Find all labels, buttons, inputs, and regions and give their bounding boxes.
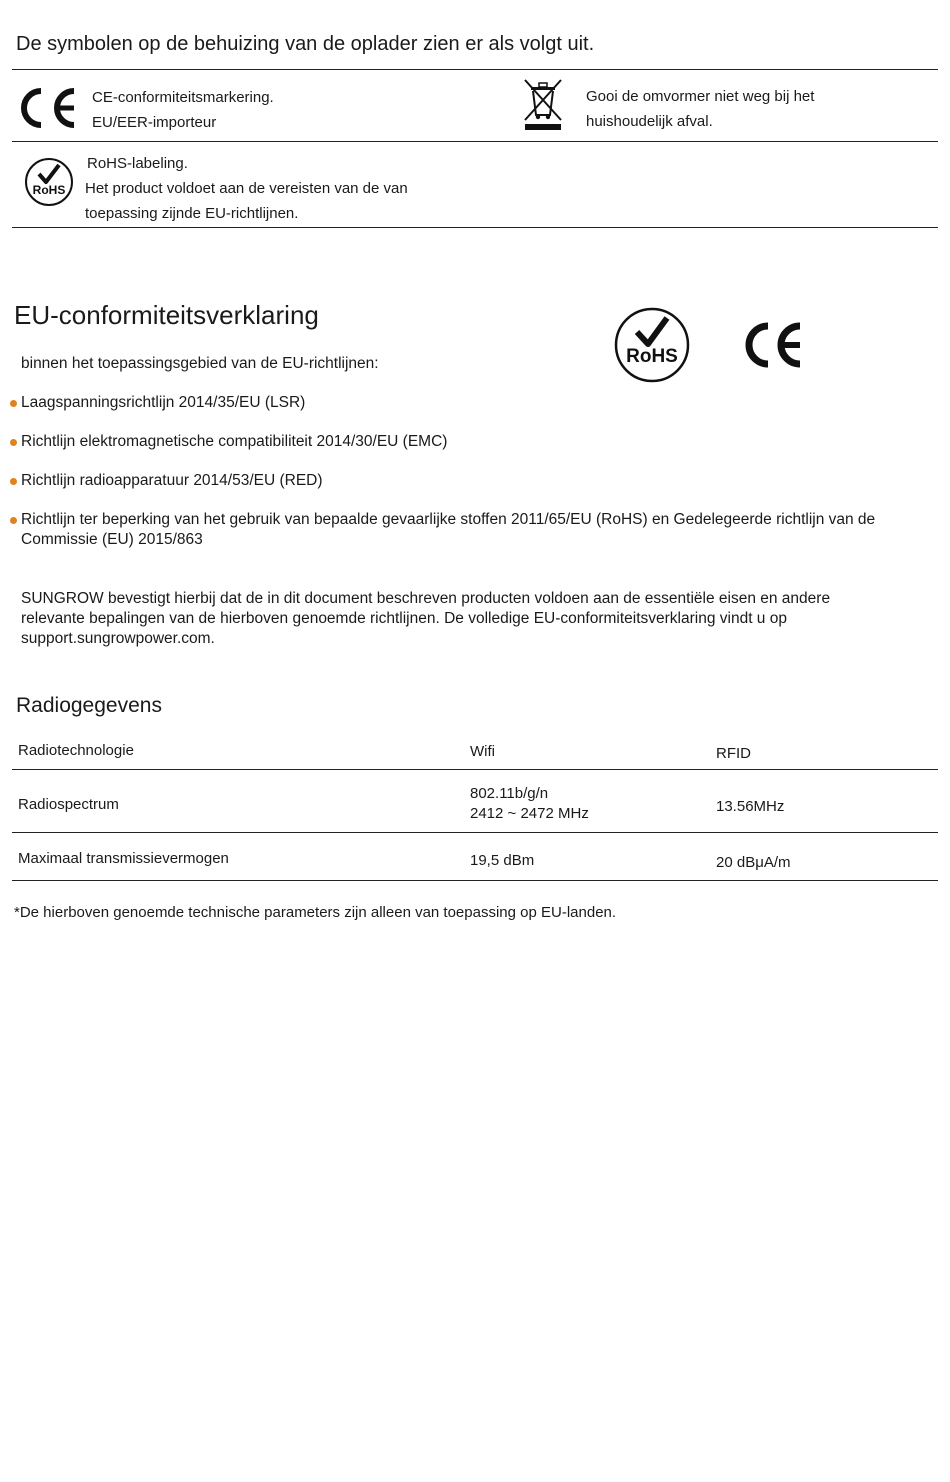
statement-line-3: support.sungrowpower.com. bbox=[21, 630, 215, 647]
table-divider bbox=[12, 769, 938, 770]
row-power-wifi: 19,5 dBm bbox=[470, 852, 535, 869]
bullet bbox=[10, 439, 17, 446]
rohs-icon bbox=[24, 157, 74, 207]
weee-description bbox=[586, 84, 814, 134]
rohs-badge-text: RoHS bbox=[32, 183, 66, 197]
ce-line-2: EU/EER-importeur bbox=[92, 114, 217, 131]
bullet bbox=[10, 517, 17, 524]
footnote: *De hierboven genoemde technische parameters zijn alleen van toepassing op EU-landen. bbox=[14, 904, 617, 921]
statement-line-1: SUNGROW bevestigt hierbij dat de in dit document beschreven producten voldoen aan de essentiële eisen en andere bbox=[21, 590, 831, 607]
ce-line-1: CE-conformiteitsmarkering. bbox=[92, 89, 274, 106]
row-spectrum-label: Radiospectrum bbox=[18, 796, 119, 813]
row-power-label: Maximaal transmissievermogen bbox=[18, 850, 229, 867]
table-divider bbox=[12, 880, 938, 881]
radio-title: Radiogegevens bbox=[16, 694, 162, 717]
weee-line-1: Gooi de omvormer niet weg bij het bbox=[586, 88, 815, 105]
row-spectrum-wifi-band: 2412 ~ 2472 MHz bbox=[470, 805, 589, 822]
bullet bbox=[10, 478, 17, 485]
rohs-large-badge-text: RoHS bbox=[626, 346, 678, 367]
declaration-title: EU-conformiteitsverklaring bbox=[14, 300, 319, 330]
rohs-line-2: Het product voldoet aan de vereisten van de van bbox=[85, 180, 408, 197]
divider bbox=[12, 227, 938, 228]
rohs-line-1: RoHS-labeling. bbox=[87, 155, 188, 172]
directive-rohs: Richtlijn ter beperking van het gebruik van bepaalde gevaarlijke stoffen 2011/65/EU (RoHS) en Gedelegeerde richtlijn van de bbox=[21, 511, 876, 528]
divider bbox=[12, 69, 938, 70]
ce-large-icon bbox=[742, 322, 804, 368]
declaration-statement bbox=[21, 589, 830, 649]
crossed-bin-icon bbox=[523, 78, 563, 132]
symbols-heading: De symbolen op de behuizing van de oplader zien er als volgt uit. bbox=[16, 33, 595, 55]
directive-emc: Richtlijn elektromagnetische compatibiliteit 2014/30/EU (EMC) bbox=[21, 433, 448, 450]
row-power-rfid: 20 dBμA/m bbox=[716, 854, 791, 871]
declaration-intro: binnen het toepassingsgebied van de EU-richtlijnen: bbox=[21, 355, 379, 372]
row-spectrum-rfid: 13.56MHz bbox=[716, 798, 785, 815]
row-spectrum-wifi-standard: 802.11b/g/n bbox=[470, 785, 549, 802]
table-divider bbox=[12, 832, 938, 833]
weee-line-2: huishoudelijk afval. bbox=[586, 113, 713, 130]
ce-description bbox=[92, 85, 274, 135]
statement-line-2: relevante bepalingen van de hierboven genoemde richtlijnen. De volledige EU-conformiteitsverklaring vindt u op bbox=[21, 610, 787, 627]
table-header-wifi: Wifi bbox=[470, 743, 495, 760]
directive-rohs-cont: Commissie (EU) 2015/863 bbox=[21, 531, 203, 548]
bullet bbox=[10, 400, 17, 407]
rohs-description bbox=[85, 151, 408, 226]
table-header-rfid: RFID bbox=[716, 745, 751, 762]
directive-red: Richtlijn radioapparatuur 2014/53/EU (RED) bbox=[21, 472, 323, 489]
rohs-large-icon bbox=[613, 306, 691, 384]
directive-lsr: Laagspanningsrichtlijn 2014/35/EU (LSR) bbox=[21, 394, 306, 411]
ce-mark-icon bbox=[14, 88, 78, 128]
table-header-technology: Radiotechnologie bbox=[18, 742, 134, 759]
rohs-line-3: toepassing zijnde EU-richtlijnen. bbox=[85, 205, 299, 222]
divider bbox=[12, 141, 938, 142]
